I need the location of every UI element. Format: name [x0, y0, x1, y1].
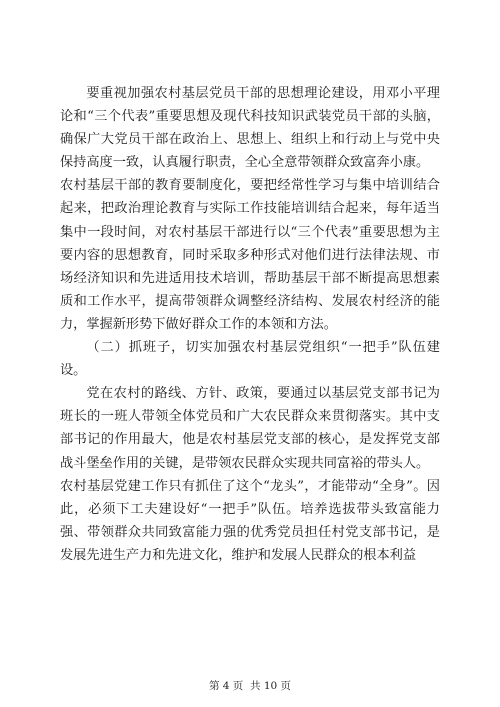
paragraph-4: 农村基层党建工作只有抓住了这个“龙头”，才能带动“全身”。因此，必须下工夫建设好“一把手”队伍。培养选拔带头致富能力强、带领群众共同致富能力强的优秀党员担任村党支部书记，是发展先进生产力和先进文化，维护和发展人民群众的根本利益 — [60, 478, 440, 563]
page-footer — [0, 678, 500, 693]
paragraph-2: 农村基层干部的教育要制度化，要把经常性学习与集中培训结合起来，把政治理论教育与实际工作技能培训结合起来，每年适当集中一段时间，对农村基层干部进行以“三个代表”重要思想为主要内容的思想教育，同时采取多种形式对他们进行法律法规、市场经济知识和先进适用技术培训，帮助基层干部不断提高思想素质和工作水平，提高带领群众调整经济结构、发展农村经济的能力，掌握新形势下做好群众工作的本领和方法。 — [60, 178, 440, 332]
document-body — [60, 82, 440, 567]
paragraph-3: 党在农村的路线、方针、政策，要通过以基层党支部书记为班长的一班人带领全体党员和广大农民群众来贯彻落实。其中支部书记的作用最大，他是农村基层党支部的核心，是发挥党支部战斗堡垒作用的关键，是带领农民群众实现共同富裕的带头人。 — [60, 386, 440, 471]
section-heading-2: （二）抓班子，切实加强农村基层党组织“一把手”队伍建设。 — [60, 340, 440, 379]
page-number-label: 第 4 页 共 10 页 — [208, 680, 292, 692]
paragraph-1: 要重视加强农村基层党员干部的思想理论建设，用邓小平理论和“三个代表”重要思想及现代科技知识武装党员干部的头脑，确保广大党员干部在政治上、思想上、组织上和行动上与党中央保持高度一致，认真履行职责，全心全意带领群众致富奔小康。 — [60, 86, 440, 171]
